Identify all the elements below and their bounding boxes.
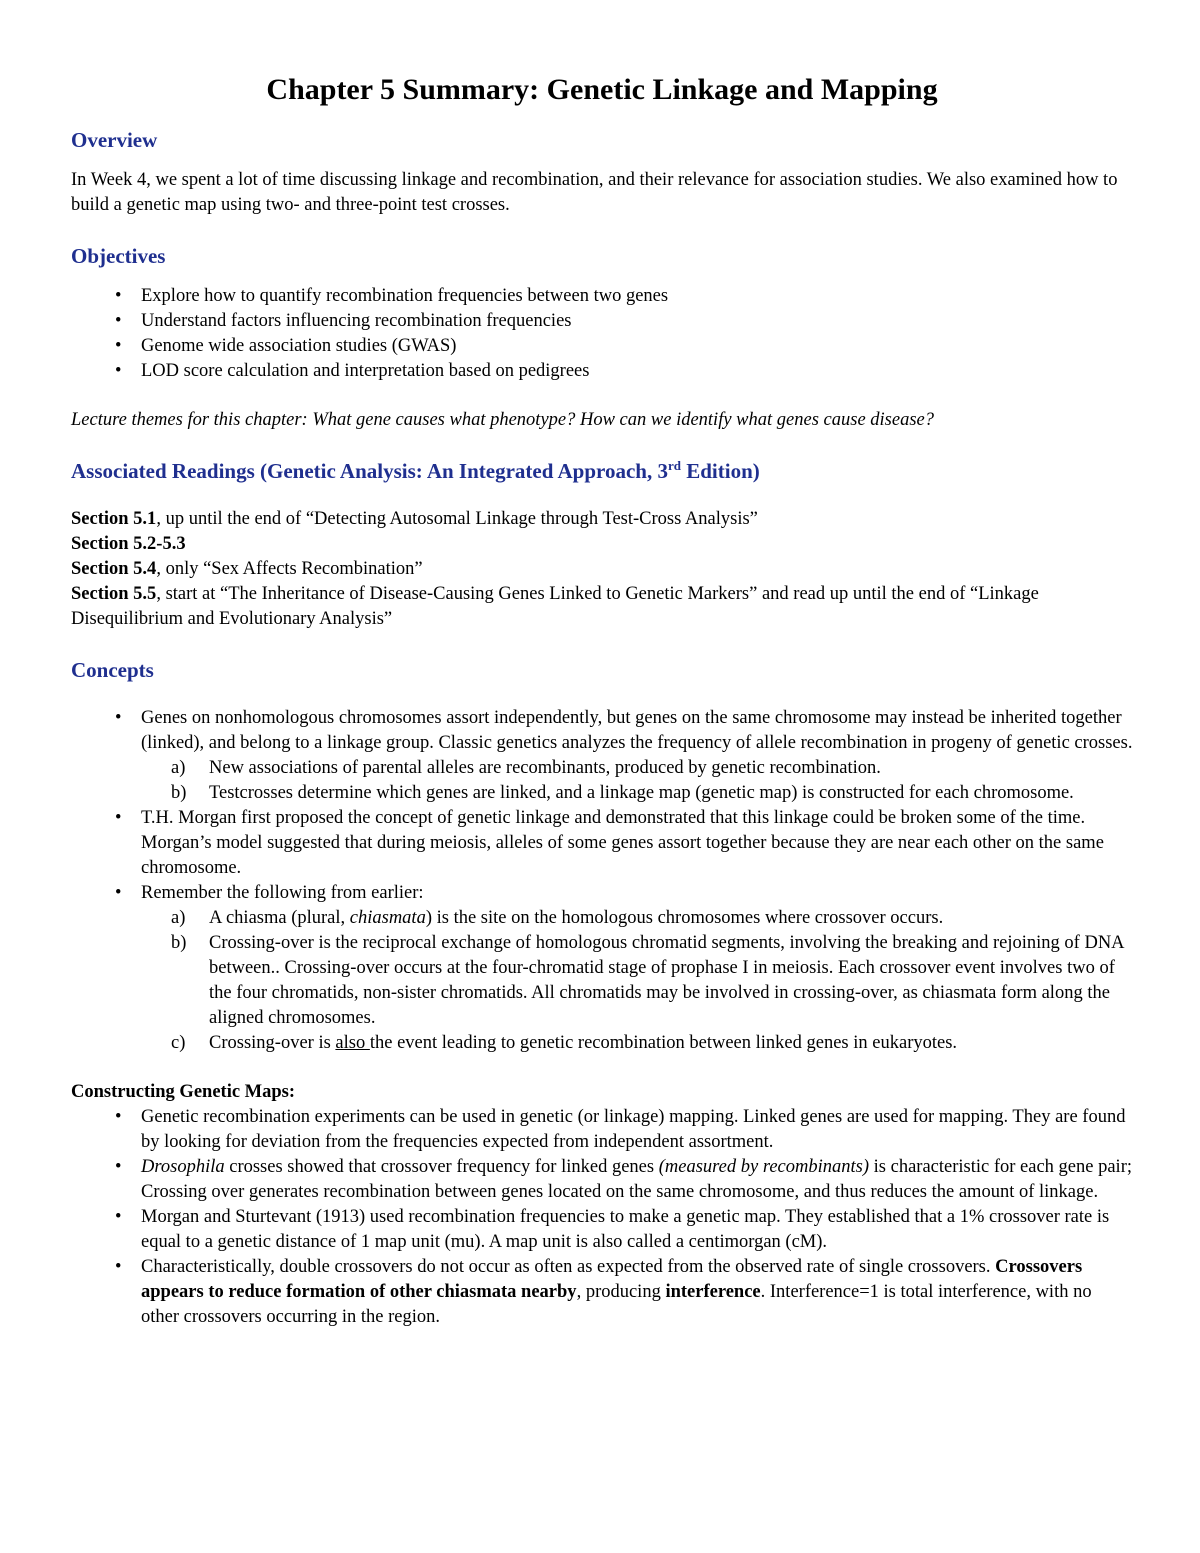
lecture-themes: Lecture themes for this chapter: What gene causes what phenotype? How can we identify what genes cause disease? (71, 410, 934, 430)
concepts-heading: Concepts (71, 658, 154, 682)
objective-item: • LOD score calculation and interpretation based on pedigrees (71, 359, 1133, 384)
maps-heading: Constructing Genetic Maps: (71, 1082, 296, 1102)
concept-item: • Remember the following from earlier: a) A chiasma (plural, chiasmata) is the site on the homologous chromosomes where crossover occurs. b) Crossing-over is the reciprocal exchange of homologous chromatid segments, involving the breaking and rejoining of DNA between.. Crossing-over occurs at the four-chromatid stage of prophase I in meiosis. Each crossover event involves two of the four chromatids, non-sister chromatids. All chromatids may be involved in crossing-over, as chiasmata form along the aligned chromosomes. c) Crossing-over is also the event leading to genetic recombination between linked genes in eukaryotes. (71, 881, 1133, 1056)
overview-text: In Week 4, we spent a lot of time discussing linkage and recombination, and their relevance for association studies. We also examined how to build a genetic map using two- and three-point test crosses. (71, 170, 1118, 215)
document-page (71, 70, 1133, 1330)
reading-line: Section 5.2-5.3 (71, 534, 186, 554)
objective-item: • Explore how to quantify recombination frequencies between two genes (71, 284, 1133, 309)
concept-item: • Genes on nonhomologous chromosomes assort independently, but genes on the same chromosome may instead be inherited together (linked), and belong to a linkage group. Classic genetics analyzes the frequency of allele recombination in progeny of genetic crosses. a) New associations of parental alleles are recombinants, produced by genetic recombination. b) Testcrosses determine which genes are linked, and a linkage map (genetic map) is constructed for each chromosome. (71, 706, 1133, 806)
reading-line: Section 5.4, only “Sex Affects Recombination” (71, 559, 423, 579)
maps-item: • Characteristically, double crossovers do not occur as often as expected from the observed rate of single crossovers. Crossovers appears to reduce formation of other chiasmata nearby, producing interference. Interference=1 is total interference, with no other crossovers occurring in the region. (71, 1255, 1133, 1330)
objectives-list (71, 284, 1133, 384)
overview-heading: Overview (71, 128, 158, 152)
concept-subitem: b) Testcrosses determine which genes are linked, and a linkage map (genetic map) is constructed for each chromosome. (171, 783, 1074, 803)
maps-item: • Morgan and Sturtevant (1913) used recombination frequencies to make a genetic map. They established that a 1% crossover rate is equal to a genetic distance of 1 map unit (mu). A map unit is also called a centimorgan (cM). (71, 1205, 1133, 1255)
concept-subitem: a) New associations of parental alleles are recombinants, produced by genetic recombination. (171, 758, 881, 778)
reading-line: Section 5.5, start at “The Inheritance of Disease-Causing Genes Linked to Genetic Markers” and read up until the end of “Linkage Disequilibrium and Evolutionary Analysis” (71, 584, 1039, 629)
maps-item: • Genetic recombination experiments can be used in genetic (or linkage) mapping. Linked genes are used for mapping. They are found by looking for deviation from the frequencies expected from independent assortment. (71, 1105, 1133, 1155)
maps-list (71, 1105, 1133, 1330)
concepts-list (71, 706, 1133, 1056)
concept-subitem: c) Crossing-over is also the event leading to genetic recombination between linked genes in eukaryotes. (171, 1033, 958, 1053)
document-title: Chapter 5 Summary: Genetic Linkage and Mapping (266, 73, 938, 106)
objective-item: • Understand factors influencing recombination frequencies (71, 309, 1133, 334)
reading-line: Section 5.1, up until the end of “Detecting Autosomal Linkage through Test-Cross Analysis” (71, 509, 758, 529)
objectives-heading: Objectives (71, 244, 166, 268)
readings-heading: Associated Readings (Genetic Analysis: An Integrated Approach, 3rd Edition) (71, 458, 760, 483)
objective-item: • Genome wide association studies (GWAS) (71, 334, 1133, 359)
concept-subitem: b) Crossing-over is the reciprocal exchange of homologous chromatid segments, involving the breaking and rejoining of DNA between.. Crossing-over occurs at the four-chromatid stage of prophase I in meiosis. Each crossover event involves two of the four chromatids, non-sister chromatids. All chromatids may be involved in crossing-over, as chiasmata form along the aligned chromosomes. (171, 933, 1124, 1028)
concept-subitem: a) A chiasma (plural, chiasmata) is the site on the homologous chromosomes where crossover occurs. (171, 908, 944, 928)
concept-item: • T.H. Morgan first proposed the concept of genetic linkage and demonstrated that this linkage could be broken some of the time. Morgan’s model suggested that during meiosis, alleles of some genes assort together because they are near each other on the same chromosome. (71, 806, 1133, 881)
maps-item: • Drosophila crosses showed that crossover frequency for linked genes (measured by recombinants) is characteristic for each gene pair; Crossing over generates recombination between genes located on the same chromosome, and thus reduces the amount of linkage. (71, 1155, 1133, 1205)
